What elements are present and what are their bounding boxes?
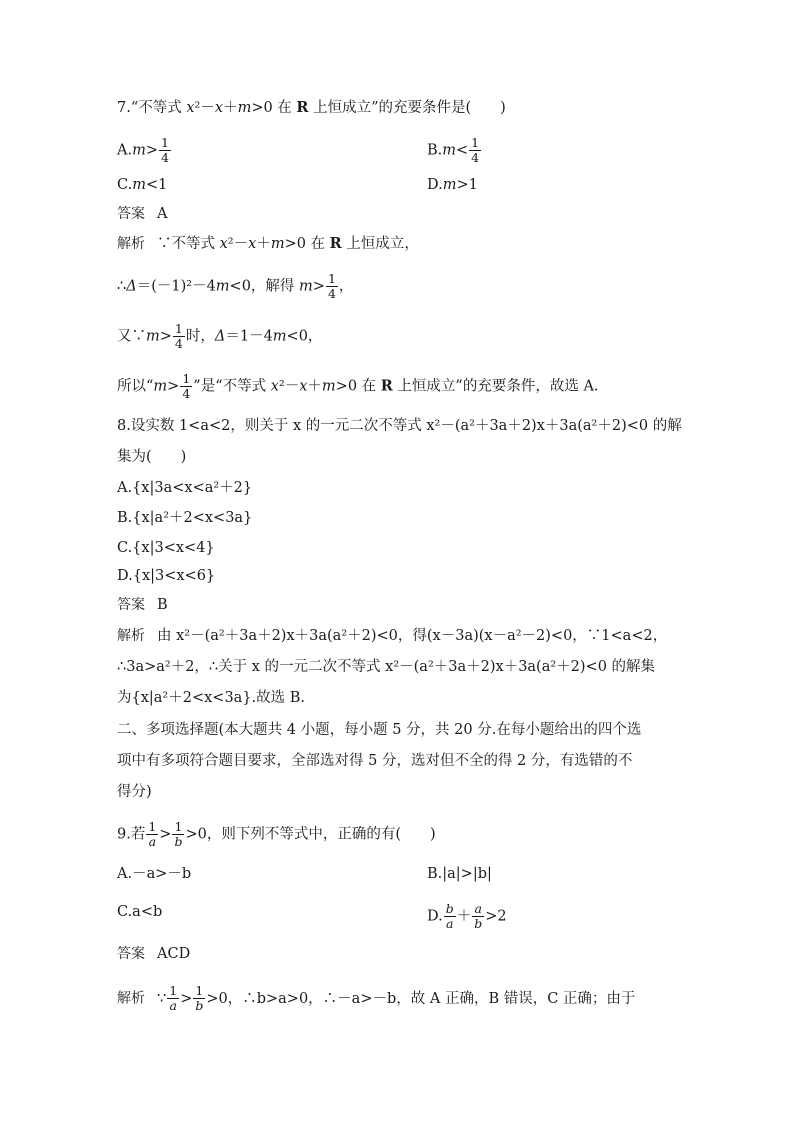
q8-stem-line-1: 8.设实数 1<a<2，则关于 x 的一元二次不等式 x²－(a²＋3a＋2)x＋3a(a²＋2)<0 的解 [117,418,682,434]
q7-explanation-3: 又∵m> $\frac{1}{4}$ 时，Δ＝1－4m<0， [117,321,323,351]
q7-explanation-2: ∴Δ＝(－1)²－4m<0，解得 m> $\frac{1}{4}$ ， [117,271,354,301]
q8-explanation-2: ∴3a>a²＋2，∴关于 x 的一元二次不等式 x²－(a²＋3a＋2)x＋3a(a²＋2)<0 的解集 [117,659,656,675]
fraction: $\frac{1}{4}$ [471,135,480,165]
q9-option-a: A.－a>－b [117,866,192,882]
q7-option-a: A.m> $\frac{1}{4}$ [117,135,169,165]
q7-stem: 7.“不等式 x²－x＋m>0 在 R 上恒成立”的充要条件是( ) [117,99,506,116]
q7-answer: 答案 A [117,206,168,222]
q8-explanation-1: 解析 由 x²－(a²＋3a＋2)x＋3a(a²＋2)<0，得(x－3a)(x－a²－2)<0，∵1<a<2， [117,628,668,644]
q9-answer: 答案 ACD [117,946,191,962]
fraction: $\frac{1}{b}$ [195,983,204,1013]
fraction: $\frac{b}{a}$ [445,901,454,931]
q8-option-b: B.{x|a²＋2<x<3a} [117,510,253,526]
fraction: $\frac{1}{b}$ [174,819,183,849]
q8-explanation-3: 为{x|a²＋2<x<3a}.故选 B. [117,690,306,706]
q9-option-d: D. $\frac{b}{a}$ ＋ $\frac{a}{b}$ >2 [427,901,507,931]
fraction: $\frac{1}{4}$ [327,271,336,301]
q8-answer: 答案 B [117,597,168,613]
q9-explanation: 解析 ∵ $\frac{1}{a}$ > $\frac{1}{b}$ >0，∴b>a>0，∴－a>－b，故 A 正确，B 错误，C 正确；由于 [117,983,636,1013]
section-2-line-3: 得分) [117,784,152,800]
fraction: $\frac{1}{4}$ [182,371,191,401]
q8-option-c: C.{x|3<x<4} [117,540,215,556]
q8-option-d: D.{x|3<x<6} [117,568,216,584]
q8-stem-line-2: 集为( ) [117,449,187,465]
section-2-line-1: 二、多项选择题(本大题共 4 小题，每小题 5 分，共 20 分.在每小题给出的四个选 [117,722,642,738]
q7-explanation-4: 所以“m> $\frac{1}{4}$ ”是“不等式 x²－x＋m>0 在 R 上恒成立”的充要条件，故选 A. [117,371,599,401]
fraction: $\frac{a}{b}$ [474,901,483,931]
q7-option-b: B.m< $\frac{1}{4}$ [427,135,480,165]
q7-option-c: C.m<1 [117,177,168,193]
q7-explanation-1: 解析 ∵不等式 x²－x＋m>0 在 R 上恒成立， [117,235,419,252]
q9-option-c: C.a<b [117,904,163,920]
q8-option-a: A.{x|3a<x<a²＋2} [117,480,253,496]
section-2-line-2: 项中有多项符合题目要求，全部选对得 5 分，选对但不全的得 2 分，有选错的不 [117,753,633,769]
fraction: $\frac{1}{4}$ [174,321,183,351]
q7-option-d: D.m>1 [427,177,478,193]
q9-option-b: B.|a|>|b| [427,866,492,882]
fraction: $\frac{1}{4}$ [161,135,169,165]
fraction: $\frac{1}{a}$ [148,819,157,849]
fraction: $\frac{1}{a}$ [169,983,178,1013]
q9-stem: 9.若 $\frac{1}{a}$ > $\frac{1}{b}$ >0，则下列不等式中，正确的有( ) [117,819,436,849]
